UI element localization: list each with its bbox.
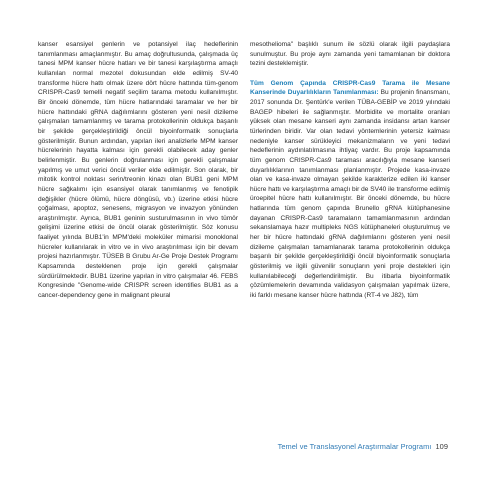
right-column-intro-paragraph: mesothelioma" başlıklı sunum ile sözlü olarak ilgili paydaşlara sunulmuştur. Bu proje aynı zamanda yeni tamamlanan bir doktora tezini desteklemiştir. — [250, 41, 450, 68]
left-text-column — [38, 40, 238, 301]
page-footer — [278, 442, 448, 451]
section-paragraph — [250, 79, 450, 301]
footer-program-label: Temel ve Translasyonel Araştırmalar Programı — [277, 442, 432, 451]
section-body: Bu projenin finansmanı, 2017 sonunda Dr. Şentürk'e verilen TÜBA-GEBİP ve 2019 yılındaki BAGEP hibeleri ile sağlanmıştır. Morbidite ve mortalite oranları yüksek olan mesane kanseri aynı zamanda insidansı artan kanser türlerinden biridir. Var olan tedavi yöntemlerinin yetersiz kalması nedeniyle kanser sürükleyici mekanizmaların ve yeni tedavi hedeflerinin aydınlatılmasına ihtiyaç vardır. Bu proje kapsamında tüm genom CRISPR-Cas9 taraması aracılığıyla mesane kanseri duyarlılıklarının tanımlanması planlanmıştır. Projede kasa-invaze olan ve kasa-invaze olmayan şekilde karakterize edilen iki kanser hücre hattı ve karşılaştırma amaçlı bir de SV40 ile transforme edilmiş üroepitel hücre hattı kullanılmıştır. Bir önceki dönemde, bu hücre hatlarında tüm genom çapında Brunello gRNA kütüphanesine dayanan CRISPR-Cas9 taramaların tamamlanmasının ardından sekanslamaya hazır multipleks NGS kütüphaneleri oluşturulmuş ve her bir hücre hattındaki gRNA dağılımlarını gösteren yeni nesil dizileme çalışmaları tamamlanarak tarama protokollerinin oldukça başarılı bir şekilde gerçekleştirildiği öncül biyoinformatik sonuçlarla gösterilmiş ve ilgili güvenilir sonuçların yeni proje destekleri için kullanılabileceği değerlendirilmiştir. Bu itibarla biyoinformatik çözümlemelerin devamında validasyon çalışmaları yapılmak üzere, iki farklı mesane kanser hücre hattında (RT-4 ve J82), tüm — [250, 89, 450, 300]
right-text-column — [250, 40, 450, 301]
section-heading: Tüm Genom Çapında CRISPR-Cas9 Tarama ile Mesane Kanserinde Duyarlılıkların Tanımlanması: — [250, 79, 450, 97]
page-number: 109 — [435, 442, 448, 451]
left-column-paragraph: kanser esansiyel genlerin ve potansiyel ilaç hedeflerinin tanımlanması amaçlanmıştır. Bu amaç doğrultusunda, çalışmada üç tanesi MPM kanser hücre hatları ve bir tanesi karşılaştırma amaçlı kullanılan normal mezotel dokusundan elde edilmiş SV-40 transforme hücre hattı olmak üzere dört hücre hattında tüm-genom CRISPR-Cas9 temelli negatif seçilim tarama metodu kullanılmıştır. Bir önceki dönemde, tüm hücre hatlarındaki taramalar ve her bir hücre hattındaki gRNA dağılımlarını gösteren yeni nesil dizileme çalışmaları tamamlanmış ve tarama protokollerinin oldukça başarılı bir şekilde gerçekleştirildiği öncül biyoinformatik sonuçlarla gösterilmiştir. Bunun ardından, yapılan ileri analizlerle MPM kanser hücrelerinin hayatta kalması için gerekli olabilecek aday genler belirlenmiştir. Bu genlerin doğrulanması için gerekli çalışmalar yapılmış ve umut verici öncül veriler elde edilmiştir. Son olarak, bir mitotik kontrol noktası serin/treonin kinazı olan BUB1 geni MPM hücre sağkalımı için esansiyel olarak tanımlanmış ve fenotipik değişikler (hücre ölümü, hücre döngüsü, vb.) üzerine etkisi hücre çoğalması, apoptoz, senesens, migrasyon ve invazyon yönünden araştırılmıştır. Ayrıca, BUB1 geninin susturulmasının in vivo tümör gelişimi üzerine etkisi de öncül olarak gösterilmiştir. Söz konusu faaliyet yılında BUB1'in MPM'deki moleküler mimarisi monoklonal hücreler kullanılarak in vitro ve in vivo araştırılması için bir devam projesi hazırlanmıştır. TÜSEB B Grubu Ar-Ge Proje Destek Programı Kapsamında desteklenen proje için gerekli çalışmalar sürdürülmektedir. BUB1 üzerine yapılan in vitro çalışmalar 46. FEBS Kongresinde "Genome-wide CRISPR screen identifies BUB1 as a cancer-dependency gene in malignant pleural — [38, 41, 238, 300]
